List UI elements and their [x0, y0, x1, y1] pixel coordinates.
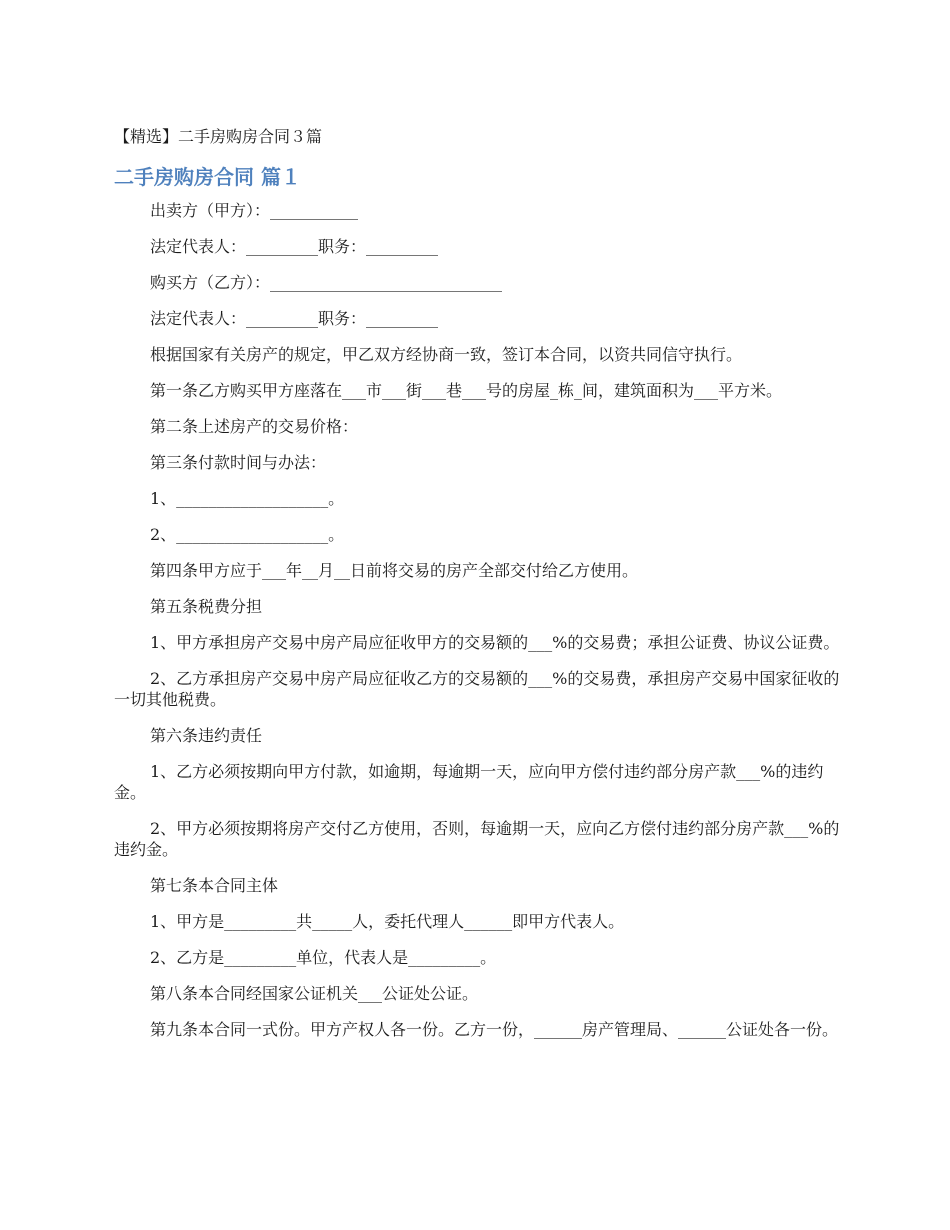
article-3-item-1: 1、___________________。 [150, 489, 345, 508]
party-b-line: 购买方（乙方）：_____________________________ [150, 273, 503, 292]
article-4-paragraph: 第四条甲方应于___年__月__日前将交易的房产全部交付给乙方使用。 [150, 561, 639, 580]
article-6-item-2: 2、甲方必须按期将房产交付乙方使用，否则，每逾期一天，应向乙方偿付违约部分房产款___%的违约金。 [114, 819, 840, 859]
article-6-heading: 第六条违约责任 [150, 726, 263, 745]
article-5-item-2: 2、乙方承担房产交易中房产局应征收乙方的交易额的___%的交易费，承担房产交易中国家征收的一切其他税费。 [114, 669, 840, 709]
article-3-item-2: 2、___________________。 [150, 525, 345, 544]
document-title: 【精选】二手房购房合同３篇 [114, 127, 323, 146]
article-1-paragraph: 第一条乙方购买甲方座落在___市___街___巷___号的房屋_栋_间，建筑面积为___平方米。 [150, 381, 783, 400]
article-5-item-1: 1、甲方承担房产交易中房产局应征收甲方的交易额的___%的交易费；承担公证费、协议公证费。 [150, 633, 840, 652]
article-5-heading: 第五条税费分担 [150, 597, 263, 616]
article-7-item-2: 2、乙方是_________单位，代表人是_________。 [150, 948, 497, 967]
article-7-item-1: 1、甲方是_________共_____人，委托代理人______即甲方代表人。 [150, 912, 625, 931]
article-2-paragraph: 第二条上述房产的交易价格： [150, 417, 359, 436]
article-6-item-1: 1、乙方必须按期向甲方付款，如逾期，每逾期一天，应向甲方偿付违约部分房产款___%的违约金。 [114, 762, 824, 802]
section-heading: 二手房购房合同 篇１ [114, 165, 301, 189]
article-3-paragraph: 第三条付款时间与办法： [150, 453, 327, 472]
party-a-representative-line: 法定代表人：_________职务：_________ [150, 237, 439, 256]
preamble-paragraph: 根据国家有关房产的规定，甲乙双方经协商一致，签订本合同，以资共同信守执行。 [150, 345, 743, 364]
party-a-line: 出卖方（甲方）：___________ [150, 201, 359, 220]
article-9-paragraph: 第九条本合同一式份。甲方产权人各一份。乙方一份，______房产管理局、______公证处各一份。 [150, 1020, 839, 1039]
party-b-representative-line: 法定代表人：_________职务：_________ [150, 309, 439, 328]
article-8-paragraph: 第八条本合同经国家公证机关___公证处公证。 [150, 984, 479, 1003]
contract-body [114, 200, 840, 1055]
article-7-heading: 第七条本合同主体 [150, 876, 279, 895]
